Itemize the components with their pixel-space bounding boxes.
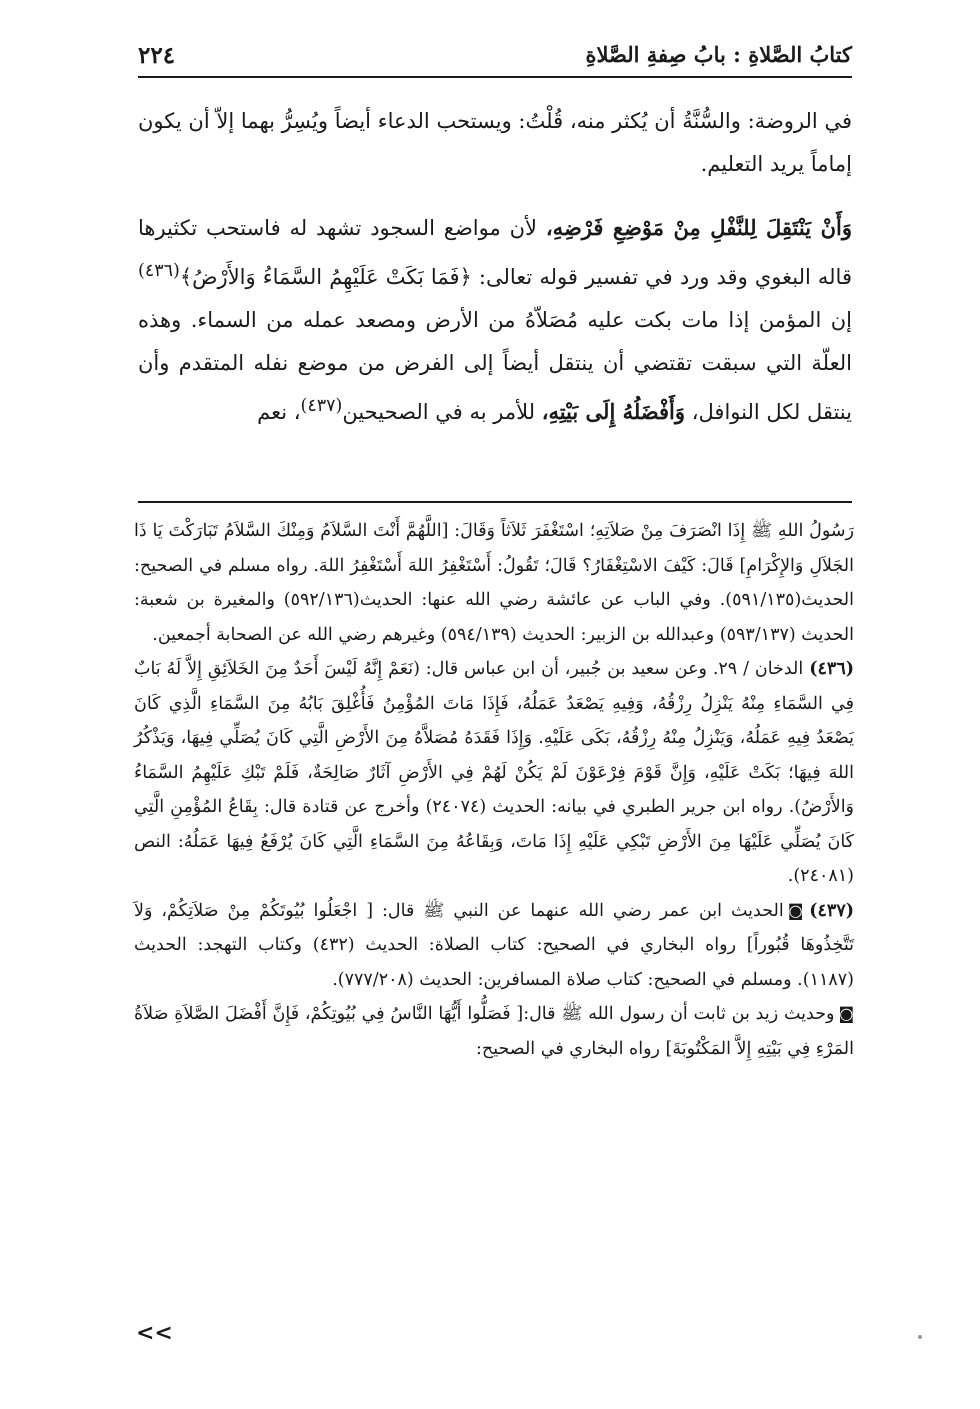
commentary-text-3: للأمر به في الصحيحين [342,400,542,424]
footnotes [134,514,854,1066]
bullet-icon: ◙ [787,900,804,920]
paragraph-1: في الروضة: والسُّنَّةُ أن يُكثر منه، قُلْتُ: ويستحب الدعاء أيضاً ويُسِرُّ بهما إلاّ أن يكون إماماً يريد التعليم. [138,109,852,176]
footnote-number-437: (٤٣٧) [809,900,854,921]
bullet-icon: ◙ [838,1004,854,1023]
footnote-437-text-a: الحديث ابن عمر رضي الله عنهما عن النبي ﷺ قال: [ اجْعَلُوا بُيُوتَكُمْ مِنْ صَلاَتِكُمْ، وَلاَ تَتَّخِذُوهَا قُبُوراً] رواه البخاري في الصحيح: كتاب الصلاة: الحديث (٤٣٢) وكتاب التهجد: الحديث (١١٨٧). ومسلم في الصحيح: كتاب صلاة المسافرين: الحديث (٧٧٧/٢٠٨). [134,900,854,990]
footnote-ref-436[interactable]: (٤٣٦) [138,261,180,281]
matn-phrase-2: وَأَفْضَلُهُ إِلَى بَيْتِهِ، [541,399,686,424]
footnote-436 [134,652,854,894]
footnote-437 [134,894,854,998]
commentary-text-1: لأن مواضع السجود تشهد له فاستحب تكثيرها قاله البغوي وقد ورد في تفسير قوله تعالى: ﴿فَمَا بَكَتْ عَلَيْهِمُ السَّمَاءُ وَالأَرْضُ﴾ [138,216,852,289]
commentary-text-4: ، نعم [257,400,301,424]
continuation-mark: << [136,1320,173,1346]
footnote-437-part-b [134,997,854,1066]
page-number: ٢٢٤ [138,42,176,69]
footnote-separator [138,501,852,503]
footnote-number-436: (٤٣٦) [809,659,854,679]
commentary-text-2: إن المؤمن إذا مات بكت عليه مُصَلاّهُ من الأرض ومصعد عمله من السماء. وهذه العلّة التي سبقت تقتضي أن ينتقل أيضاً إلى الفرض من موضع نفله المتقدم وأن ينتقل لكل النوافل، [138,308,852,424]
margin-dot [918,1335,922,1339]
footnote-ref-437[interactable]: (٤٣٧) [300,396,343,416]
main-text [138,100,852,434]
running-title: كتابُ الصَّلاةِ : بابُ صِفةِ الصَّلاةِ [585,42,852,67]
footnote-436-text: الدخان / ٢٩. وعن سعيد بن جُبير، أن ابن عباس قال: (نَعَمْ إِنَّهُ لَيْسَ أَحَدٌ مِنَ الخَلاَئِقِ إِلاَّ لَهُ بَابٌ فِي السَّمَاءِ مِنْهُ يَنْزِلُ رِزْقُهُ، وَفِيهِ يَصْعَدُ عَمَلُهُ، فَإِذَا مَاتَ المُؤْمِنُ فَأُغْلِقَ بَابُهُ مِنَ السَّمَاءِ الَّذِي كَانَ يَصْعَدُ فِيهِ عَمَلُهُ، وَيَنْزِلُ مِنْهُ رِزْقُهُ، بَكَى عَلَيْهِ. وَإِذَا فَقَدَهُ مُصَلاَّهُ مِنَ الأَرْضِ الَّتِي كَانَ يُصَلِّي فِيهَا، وَيَذْكُرُ اللهَ فِيهَا؛ بَكَتْ عَلَيْهِ، وَإِنَّ قَوْمَ فِرْعَوْنَ لَمْ يَكُنْ لَهُمْ فِي الأَرْضِ آثَارٌ صَالِحَةٌ، فَلَمْ تَبْكِ عَلَيْهِمُ السَّمَاءُ وَالأَرْضُ). رواه ابن جرير الطبري في بيانه: الحديث (٢٤٠٧٤) وأخرج عن قتادة قال: بِقَاعُ المُؤْمِنِ الَّتِي كَانَ يُصَلِّي عَلَيْهَا مِنَ الأَرْضِ تَبْكِي عَلَيْهِ إِذَا مَاتَ، وَبِقَاعُهُ مِنَ السَّمَاءِ الَّتِي كَانَ يُرْفَعُ فِيهَا عَمَلُهُ: النص (٢٤٠٨١). [134,659,855,886]
footnote-continuation: رَسُولُ اللهِ ﷺ إِذَا انْصَرَفَ مِنْ صَلاَتِهِ؛ اسْتَغْفَرَ ثَلاَثاً وَقَالَ: [اللَّهُمَّ أَنْتَ السَّلاَمُ وَمِنْكَ السَّلاَمُ تَبَارَكْتَ يَا ذَا الجَلاَلِ وَالإِكْرَامِ] قَالَ: كَيْفَ الاسْتِغْفَارُ؟ قَالَ؛ تَقُولُ: أَسْتَغْفِرُ اللهَ أَسْتَغْفِرُ اللهَ. رواه مسلم في الصحيح: الحديث(٥٩١/١٣٥). وفي الباب عن عائشة رضي الله عنها: الحديث(٥٩٢/١٣٦) والمغيرة بن شعبة: الحديث (٥٩٣/١٣٧) وعبدالله بن الزبير: الحديث (٥٩٤/١٣٩) وغيرهم رضي الله عن الصحابة أجمعين. [134,521,854,645]
page-header [138,40,852,78]
paragraph-2 [138,206,852,434]
matn-phrase-1: وَأَنْ يَنْتَقِلَ لِلنَّفْلِ مِنْ مَوْضِعِ فَرْضِهِ، [545,215,852,240]
footnote-437-text-b: وحديث زيد بن ثابت أن رسول الله ﷺ قال:[ فَصَلُّوا أَيُّهَا النَّاسُ فِي بُيُوتِكُمْ، فَإِنَّ أَفْضَلَ الصَّلاَةِ صَلاَةُ المَرْءِ فِي بَيْتِهِ إِلاَّ المَكْتُوبَةَ] رواه البخاري في الصحيح: [134,1004,854,1059]
